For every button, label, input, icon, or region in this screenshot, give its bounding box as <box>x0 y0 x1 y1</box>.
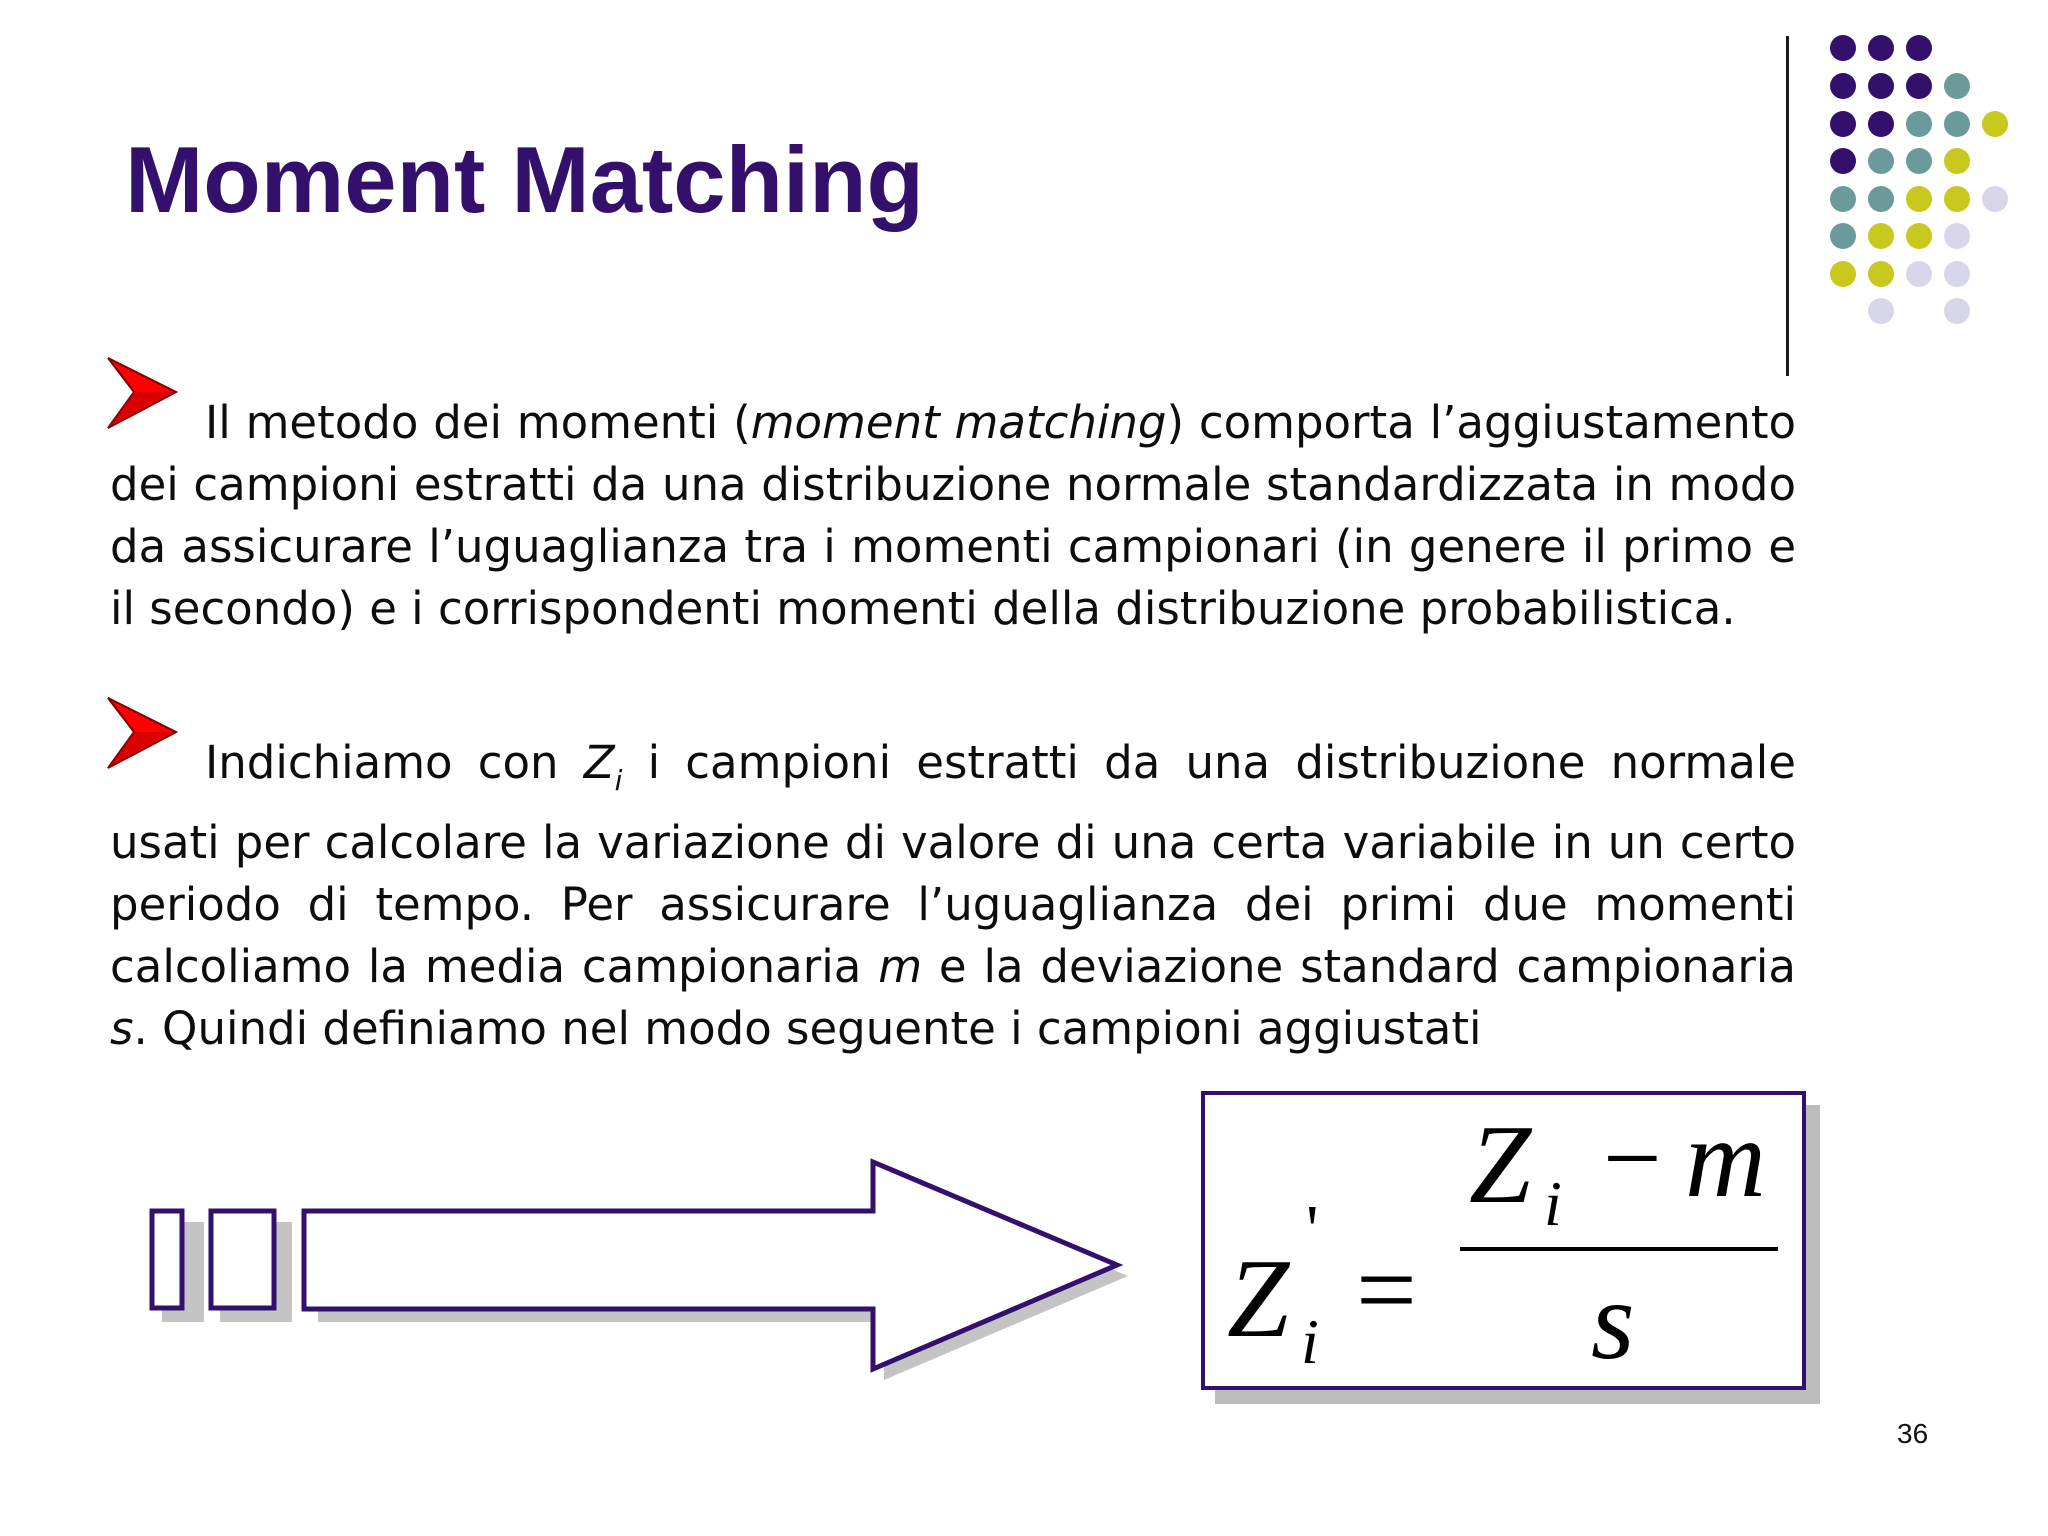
formula-box <box>1201 1091 1806 1390</box>
formula-minus: − <box>1603 1101 1662 1216</box>
formula-lhs-z: Z <box>1227 1237 1290 1361</box>
slide-title: Moment Matching <box>125 127 924 232</box>
page-number: 36 <box>1897 1418 1929 1449</box>
bullet2-text-d: . Quindi definiamo nel modo seguente i campioni aggiustati <box>133 1002 1482 1055</box>
bullet2-text-c: e la deviazione standard campionaria <box>922 940 1796 993</box>
bullet2-s-symbol: s <box>110 1002 134 1055</box>
bullet2-m-symbol: m <box>878 940 923 993</box>
formula-lhs-prime: ' <box>1306 1192 1319 1269</box>
formula-equals: = <box>1356 1231 1417 1350</box>
formula-numerator-subscript: i <box>1544 1168 1562 1239</box>
bullet2-z-symbol: Z <box>583 736 615 789</box>
bullet1-text-italic: moment matching <box>750 396 1167 449</box>
bullet2-text-a: Indichiamo con <box>205 736 584 789</box>
formula-numerator-z: Z <box>1469 1103 1532 1227</box>
formula-numerator-m: m <box>1685 1097 1766 1221</box>
formula-denominator: s <box>1591 1259 1635 1383</box>
bullet1-text-b: ) comporta l’aggiustamento dei campioni estratti da una distribuzione normale standardizzata in modo da assicurare l’uguaglianza tra i momenti campionari (in genere il primo e il secondo) e i corrispondenti momenti della distribuzione probabilistica. <box>110 396 1796 635</box>
bullet1-text-a: Il metodo dei momenti ( <box>205 396 751 449</box>
formula-lhs-subscript: i <box>1301 1306 1319 1377</box>
bullet2-text-b: i campioni estratti da una distribuzione normale usati per calcolare la variazione di valore di una certa variabile in un certo periodo di tempo. Per assicurare l’uguaglianza dei primi due momenti calcoliamo la media campionaria <box>110 736 1796 993</box>
fraction-bar <box>1460 1247 1778 1251</box>
bullet2-z-subscript: i <box>614 764 623 797</box>
